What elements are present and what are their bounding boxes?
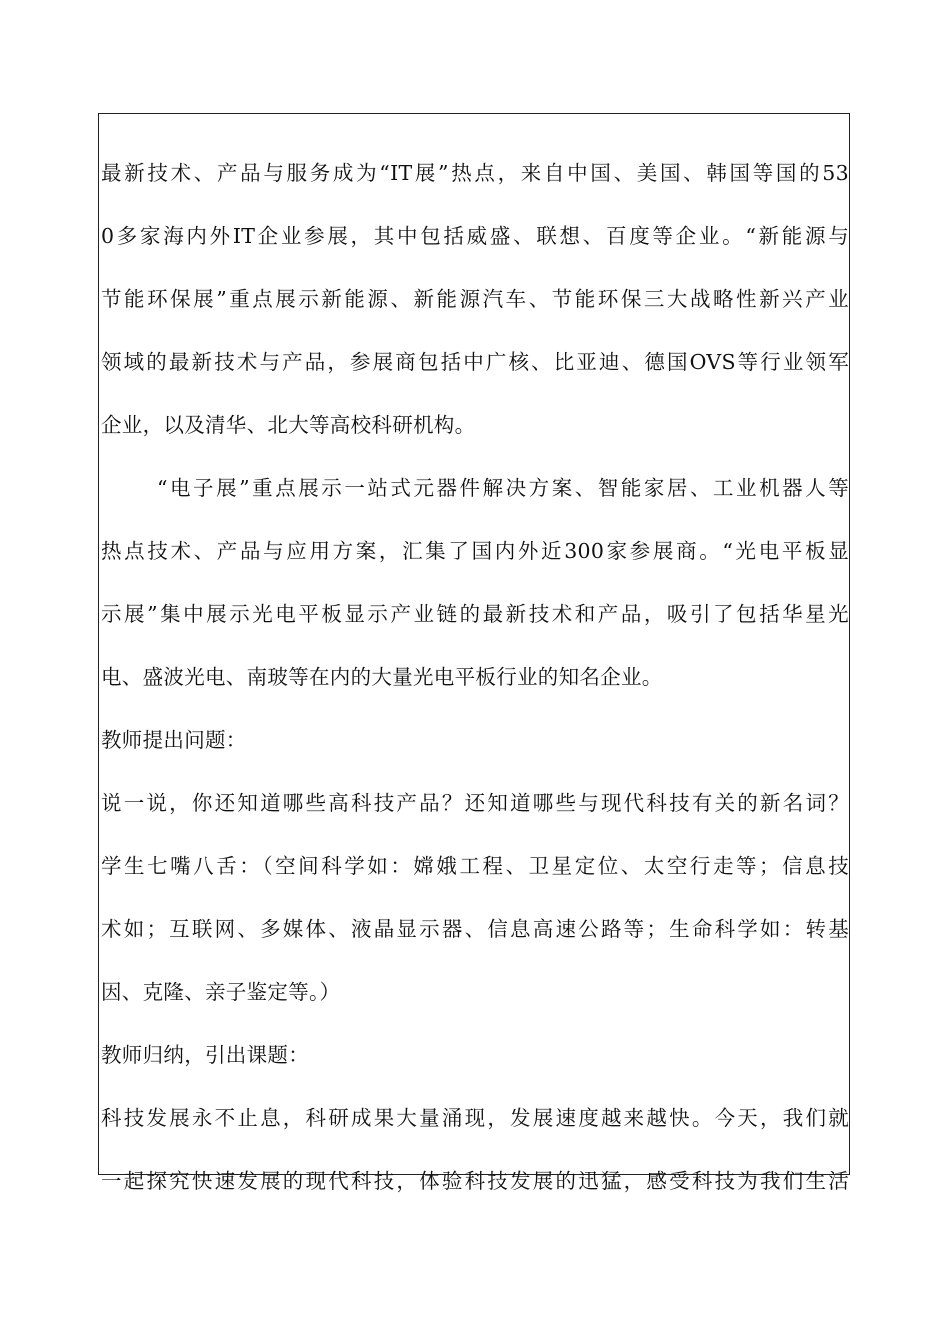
text-line: 热点技术、产品与应用方案，汇集了国内外近300家参展商。“光电平板显	[101, 539, 849, 563]
text-line: 教师提出问题：	[101, 728, 247, 752]
text-line: 一起探究快速发展的现代科技，体验科技发展的迅猛，感受科技为我们生活	[101, 1169, 849, 1193]
document-table-cell	[98, 113, 850, 1193]
document-body	[101, 142, 849, 1213]
text-line: “电子展”重点展示一站式元器件解决方案、智能家居、工业机器人等	[157, 476, 849, 500]
text-line: 电、盛波光电、南玻等在内的大量光电平板行业的知名企业。	[101, 665, 663, 689]
text-line: 企业，以及清华、北大等高校科研机构。	[101, 413, 476, 437]
text-line: 0多家海内外IT企业参展，其中包括威盛、联想、百度等企业。“新能源与	[101, 224, 849, 248]
text-line: 教师归纳，引出课题：	[101, 1043, 309, 1067]
text-line: 因、克隆、亲子鉴定等。）	[101, 980, 341, 1004]
text-line: 术如；互联网、多媒体、液晶显示器、信息高速公路等；生命科学如：转基	[101, 917, 849, 941]
text-line: 示展”集中展示光电平板显示产业链的最新技术和产品，吸引了包括华星光	[101, 602, 849, 626]
text-line: 科技发展永不止息，科研成果大量涌现，发展速度越来越快。今天，我们就	[101, 1106, 849, 1130]
text-line: 领域的最新技术与产品，参展商包括中广核、比亚迪、德国OVS等行业领军	[101, 350, 849, 374]
text-line: 学生七嘴八舌：（空间科学如：嫦娥工程、卫星定位、太空行走等；信息技	[101, 854, 849, 878]
text-line: 最新技术、产品与服务成为“IT展”热点，来自中国、美国、韩国等国的53	[101, 161, 849, 185]
text-line: 说一说，你还知道哪些高科技产品？还知道哪些与现代科技有关的新名词？	[101, 791, 849, 815]
text-line: 节能环保展”重点展示新能源、新能源汽车、节能环保三大战略性新兴产业	[101, 287, 849, 311]
